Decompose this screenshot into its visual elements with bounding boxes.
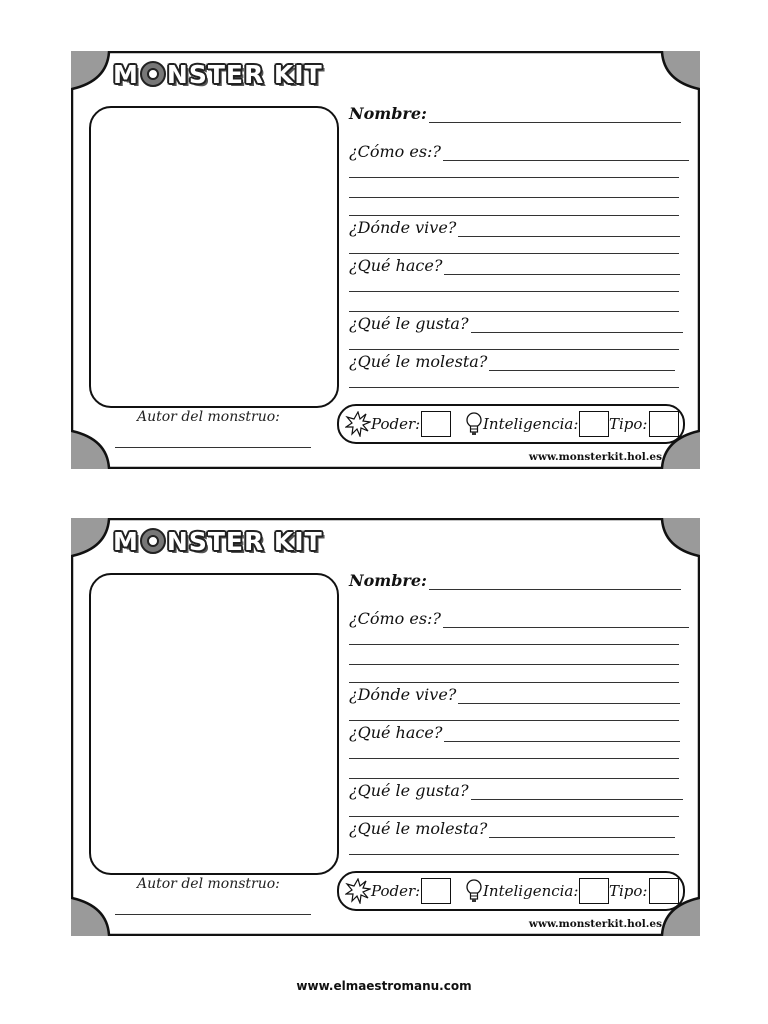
tipo-box[interactable]: [649, 878, 679, 904]
que-le-molesta-line-2[interactable]: [349, 387, 679, 388]
como-es-line-4[interactable]: [349, 682, 679, 683]
tipo-stat: [609, 878, 679, 904]
author-field[interactable]: [115, 914, 311, 915]
tipo-label: Tipo:: [609, 415, 648, 433]
donde-vive-label: ¿Dónde vive?: [349, 685, 457, 704]
que-hace-line[interactable]: [444, 260, 680, 275]
monster-kit-logo: M NSTER KIT: [113, 526, 323, 556]
inteligencia-label: Inteligencia:: [483, 415, 579, 433]
lightbulb-icon: [465, 878, 483, 904]
como-es-label: ¿Cómo es:?: [349, 609, 441, 628]
como-es-field[interactable]: [349, 143, 689, 161]
como-es-label: ¿Cómo es:?: [349, 142, 441, 161]
lightbulb-icon: [465, 411, 483, 437]
name-line[interactable]: [429, 575, 681, 590]
que-le-molesta-line[interactable]: [489, 823, 675, 838]
donde-vive-field[interactable]: [349, 219, 680, 237]
que-hace-line[interactable]: [444, 727, 680, 742]
tipo-stat: [609, 411, 679, 437]
donde-vive-line[interactable]: [458, 222, 680, 237]
poder-stat: [345, 411, 451, 437]
que-le-molesta-field[interactable]: [349, 820, 675, 838]
que-le-molesta-field[interactable]: [349, 353, 675, 371]
que-le-gusta-field[interactable]: [349, 782, 683, 800]
que-le-gusta-label: ¿Qué le gusta?: [349, 781, 469, 800]
que-le-gusta-label: ¿Qué le gusta?: [349, 314, 469, 333]
como-es-line-2[interactable]: [349, 644, 679, 645]
que-le-molesta-label: ¿Qué le molesta?: [349, 352, 488, 371]
como-es-field[interactable]: [349, 610, 689, 628]
inteligencia-box[interactable]: [579, 411, 609, 437]
poder-stat: [345, 878, 451, 904]
que-le-molesta-label: ¿Qué le molesta?: [349, 819, 488, 838]
que-hace-line-3[interactable]: [349, 778, 679, 779]
author-label: Autor del monstruo:: [137, 409, 280, 425]
como-es-line-3[interactable]: [349, 197, 679, 198]
burst-icon: [345, 878, 371, 904]
poder-box[interactable]: [421, 878, 451, 904]
poder-label: Poder:: [371, 882, 421, 900]
que-le-molesta-line[interactable]: [489, 356, 675, 371]
card-website: www.monsterkit.hol.es: [528, 451, 662, 463]
monster-drawing-area[interactable]: [89, 106, 339, 408]
que-le-molesta-line-2[interactable]: [349, 854, 679, 855]
que-hace-field[interactable]: [349, 724, 680, 742]
que-hace-field[interactable]: [349, 257, 680, 275]
eye-icon: [140, 61, 166, 87]
inteligencia-stat: [465, 411, 609, 437]
card-website: www.monsterkit.hol.es: [528, 918, 662, 930]
name-label: Nombre:: [349, 571, 427, 590]
que-le-gusta-field[interactable]: [349, 315, 683, 333]
donde-vive-field[interactable]: [349, 686, 680, 704]
donde-vive-line-2[interactable]: [349, 720, 679, 721]
donde-vive-line-2[interactable]: [349, 253, 679, 254]
poder-box[interactable]: [421, 411, 451, 437]
monster-drawing-area[interactable]: [89, 573, 339, 875]
author-label: Autor del monstruo:: [137, 876, 280, 892]
monster-card-1: [71, 51, 700, 469]
monster-card-2: [71, 518, 700, 936]
como-es-line[interactable]: [443, 613, 689, 628]
burst-icon: [345, 411, 371, 437]
poder-label: Poder:: [371, 415, 421, 433]
eye-icon: [140, 528, 166, 554]
que-le-gusta-line[interactable]: [471, 318, 683, 333]
que-hace-line-2[interactable]: [349, 758, 679, 759]
que-hace-label: ¿Qué hace?: [349, 723, 443, 742]
inteligencia-box[interactable]: [579, 878, 609, 904]
author-field[interactable]: [115, 447, 311, 448]
name-label: Nombre:: [349, 104, 427, 123]
inteligencia-stat: [465, 878, 609, 904]
tipo-box[interactable]: [649, 411, 679, 437]
como-es-line[interactable]: [443, 146, 689, 161]
stats-bar: [337, 871, 685, 911]
inteligencia-label: Inteligencia:: [483, 882, 579, 900]
name-field[interactable]: [349, 105, 681, 123]
name-field[interactable]: [349, 572, 681, 590]
footer-website: www.elmaestromanu.com: [296, 979, 472, 993]
que-hace-label: ¿Qué hace?: [349, 256, 443, 275]
que-hace-line-2[interactable]: [349, 291, 679, 292]
como-es-line-4[interactable]: [349, 215, 679, 216]
donde-vive-label: ¿Dónde vive?: [349, 218, 457, 237]
que-le-gusta-line-2[interactable]: [349, 349, 679, 350]
como-es-line-2[interactable]: [349, 177, 679, 178]
name-line[interactable]: [429, 108, 681, 123]
que-le-gusta-line[interactable]: [471, 785, 683, 800]
que-hace-line-3[interactable]: [349, 311, 679, 312]
como-es-line-3[interactable]: [349, 664, 679, 665]
que-le-gusta-line-2[interactable]: [349, 816, 679, 817]
monster-kit-logo: M NSTER KIT: [113, 59, 323, 89]
stats-bar: [337, 404, 685, 444]
tipo-label: Tipo:: [609, 882, 648, 900]
donde-vive-line[interactable]: [458, 689, 680, 704]
